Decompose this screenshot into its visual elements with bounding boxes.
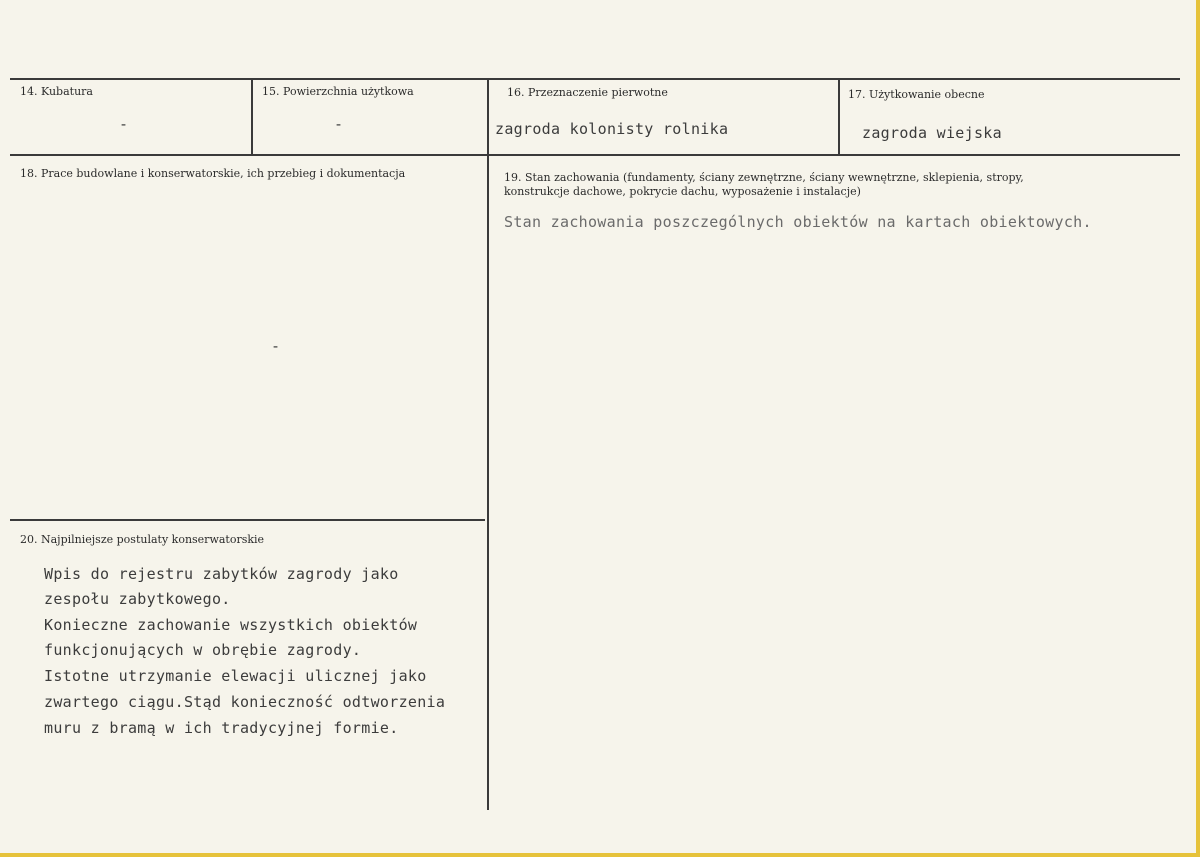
postulate-line: Konieczne zachowanie wszystkich obiektów (44, 616, 418, 634)
field-18-value: - (271, 337, 281, 355)
field-15-label: 15. Powierzchnia użytkowa (262, 85, 414, 98)
postulate-line: muru z bramą w ich tradycyjnej formie. (44, 719, 399, 737)
postulate-line: zwartego ciągu.Stąd konieczność odtworzenia (44, 693, 446, 711)
field-17-value: zagroda wiejska (862, 124, 1002, 142)
field-15-value: - (334, 115, 344, 133)
postulate-line: funkcjonujących w obrębie zagrody. (44, 641, 362, 659)
field-19-value: Stan zachowania poszczególnych obiektów na kartach obiektowych. (504, 213, 1092, 231)
postulate-line: Istotne utrzymanie elewacji ulicznej jako (44, 667, 427, 685)
top-rule (10, 78, 1180, 80)
postulate-line: Wpis do rejestru zabytków zagrody jako (44, 565, 399, 583)
field-16-label: 16. Przeznaczenie pierwotne (507, 86, 668, 99)
field-14-label: 14. Kubatura (20, 85, 93, 98)
field-20-text (44, 565, 484, 745)
postulate-line: zespołu zabytkowego. (44, 590, 231, 608)
field-20-label: 20. Najpilniejsze postulaty konserwatorskie (20, 533, 265, 546)
row1-bottom-rule (10, 154, 1180, 156)
divider-14-15 (251, 79, 253, 155)
divider-16-17 (838, 79, 840, 155)
section-18-bottom-rule (10, 519, 485, 521)
field-19-label-line1: 19. Stan zachowania (fundamenty, ściany zewnętrzne, ściany wewnętrzne, sklepienia, stropy, (504, 171, 1024, 184)
field-19-label-line2: konstrukcje dachowe, pokrycie dachu, wyposażenie i instalacje) (504, 185, 861, 198)
field-16-value: zagroda kolonisty rolnika (495, 120, 729, 138)
field-14-value: - (119, 115, 129, 133)
field-17-label: 17. Użytkowanie obecne (848, 88, 985, 101)
divider-15-16 (487, 79, 489, 810)
field-18-label: 18. Prace budowlane i konserwatorskie, ich przebieg i dokumentacja (20, 167, 406, 180)
